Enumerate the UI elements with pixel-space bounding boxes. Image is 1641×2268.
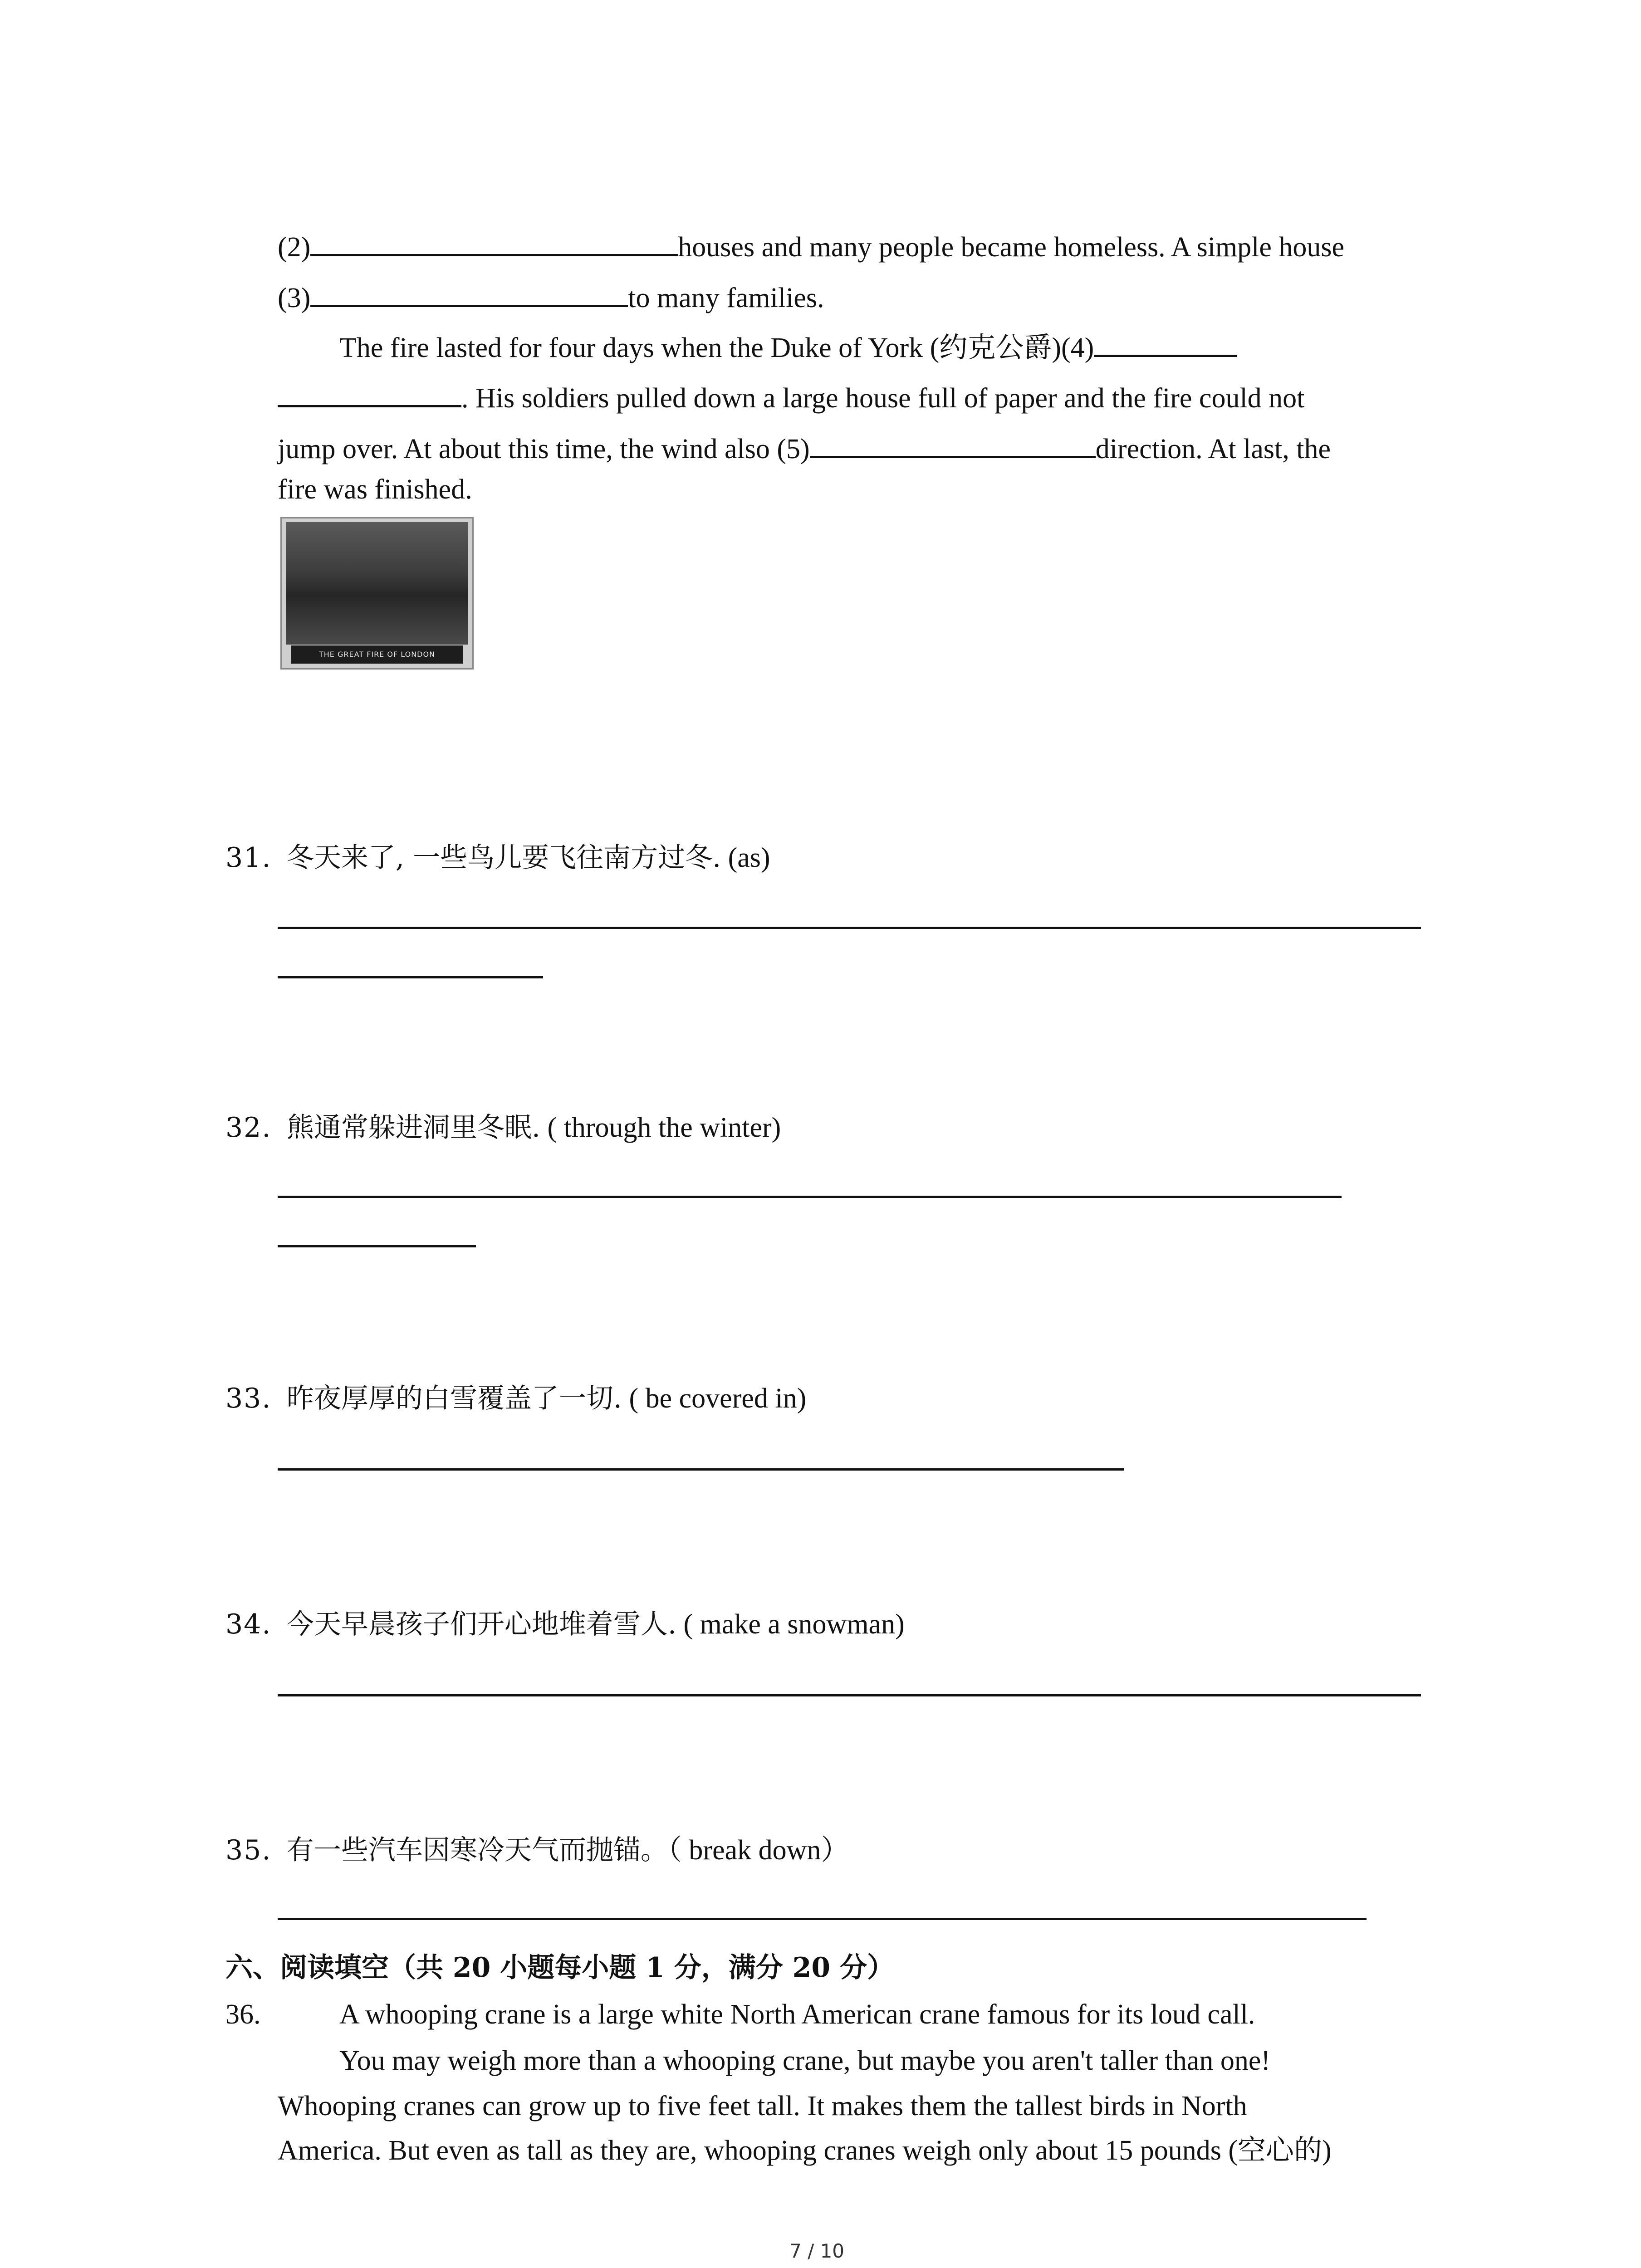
section-heading: 六、阅读填空（共 20 小题每小题 1 分，满分 20 分） — [225, 1952, 895, 1984]
blank-label-3: (3) — [278, 283, 311, 313]
question-prompt: 今天早晨孩子们开心地堆着雪人. — [286, 1608, 676, 1640]
question-36-number: 36. — [225, 1999, 261, 2030]
question-35 — [225, 1836, 849, 1864]
question-33 — [225, 1384, 806, 1413]
question-number: 34. — [225, 1608, 272, 1640]
question-number: 33. — [225, 1383, 272, 1414]
answer-blank-2[interactable] — [310, 227, 678, 256]
reading-passage-line: You may weigh more than a whooping crane, but maybe you aren't taller than one! — [339, 2045, 1271, 2076]
reading-passage-line: Whooping cranes can grow up to five feet tall. It makes them the tallest birds in North — [278, 2091, 1247, 2121]
answer-line[interactable] — [278, 1694, 1421, 1696]
question-prompt: 熊通常躲进洞里冬眠. — [286, 1112, 540, 1144]
passage-text: jump over. At about this time, the wind also (5) — [278, 434, 810, 464]
passage-line-3 — [339, 327, 1237, 362]
passage-line-5 — [278, 429, 1331, 463]
answer-line[interactable] — [278, 1918, 1367, 1920]
passage-line-1 — [278, 227, 1344, 261]
passage-text: direction. At last, the — [1095, 434, 1331, 464]
passage-line-6: fire was finished. — [278, 474, 472, 505]
answer-blank-4b[interactable] — [278, 378, 461, 407]
blank-label-2: (2) — [278, 232, 311, 263]
passage-text: The fire lasted for four days when the Duke of York (约克公爵)(4) — [339, 332, 1094, 363]
question-prompt: 昨夜厚厚的白雪覆盖了一切. — [286, 1383, 622, 1414]
passage-text: houses and many people became homeless. A simple house — [678, 232, 1345, 263]
passage-text: to many families. — [628, 283, 824, 313]
question-hint: （ break down） — [667, 1835, 849, 1866]
question-32 — [225, 1114, 781, 1142]
answer-line[interactable] — [278, 927, 1421, 929]
reading-passage-line: A whooping crane is a large white North American crane famous for its loud call. — [339, 1999, 1255, 2030]
question-number: 35. — [225, 1834, 272, 1866]
reading-passage-line: America. But even as tall as they are, whooping cranes weigh only about 15 pounds (空心的) — [278, 2135, 1332, 2166]
image-caption: THE GREAT FIRE OF LONDON — [291, 645, 463, 664]
question-hint: ( be covered in) — [622, 1383, 807, 1414]
answer-blank-3[interactable] — [310, 278, 628, 307]
question-hint: (as) — [721, 842, 770, 873]
passage-line-2 — [278, 278, 824, 312]
great-fire-image — [280, 517, 474, 670]
question-prompt: 冬天来了, 一些鸟儿要飞往南方过冬. — [286, 842, 721, 874]
question-prompt: 有一些汽车因寒冷天气而抛锚。 — [286, 1834, 668, 1866]
passage-text: . His soldiers pulled down a large house full of paper and the fire could not — [461, 383, 1305, 414]
question-number: 31. — [225, 842, 272, 874]
question-34 — [225, 1610, 905, 1638]
answer-blank-5[interactable] — [810, 429, 1096, 458]
question-31 — [225, 844, 770, 872]
question-hint: ( make a snowman) — [676, 1609, 905, 1640]
question-number: 32. — [225, 1112, 272, 1144]
answer-blank-4a[interactable] — [1094, 327, 1237, 357]
answer-line[interactable] — [278, 1196, 1342, 1198]
question-hint: ( through the winter) — [540, 1112, 781, 1143]
answer-line[interactable] — [278, 976, 543, 978]
page-number: 7 / 10 — [789, 2240, 845, 2262]
answer-line[interactable] — [278, 1245, 476, 1247]
answer-line[interactable] — [278, 1468, 1124, 1471]
passage-line-4 — [278, 378, 1304, 412]
fire-scene-illustration — [286, 522, 468, 645]
